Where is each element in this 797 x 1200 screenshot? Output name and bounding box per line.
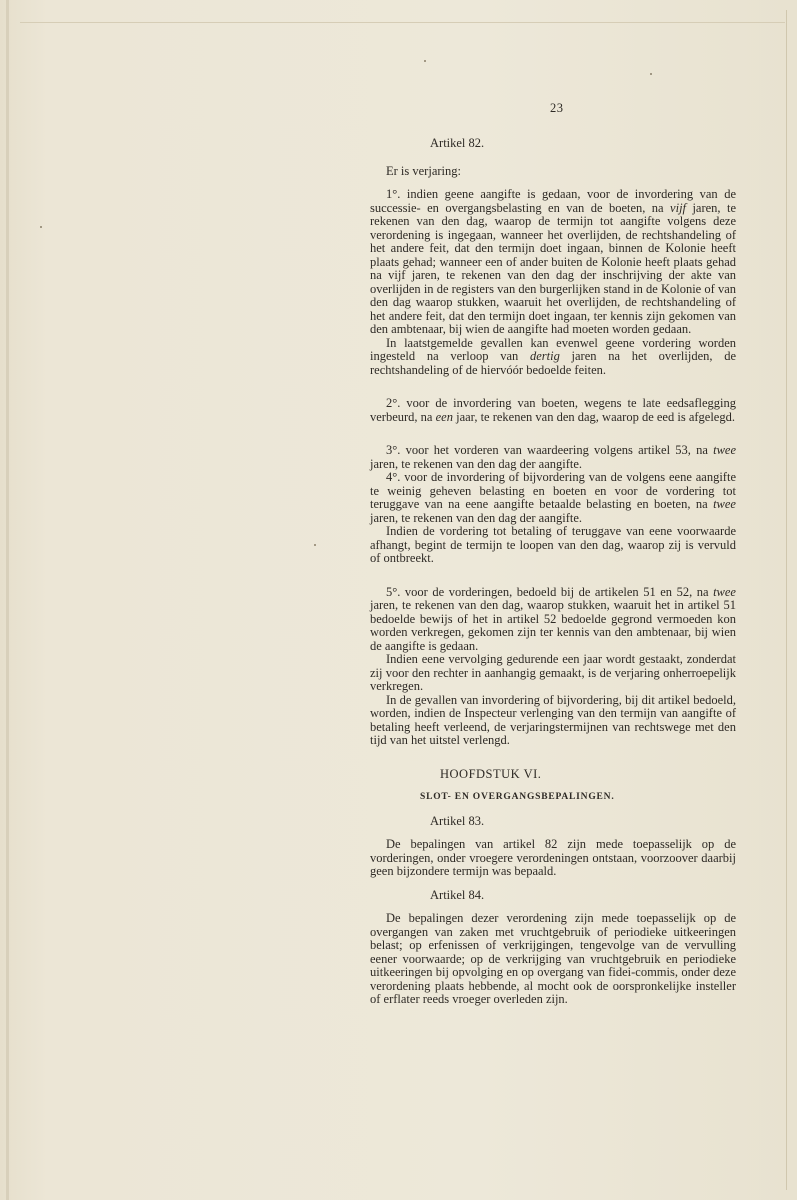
article-84-heading: Artikel 84. — [430, 887, 485, 902]
page-border-top — [20, 22, 785, 23]
article-83-heading: Artikel 83. — [430, 813, 485, 828]
article-82-intro: Er is verjaring: — [386, 163, 461, 178]
ink-speck — [650, 73, 652, 75]
chapter-heading: HOOFDSTUK VI. — [440, 766, 542, 781]
article-83-text: De bepalingen van artikel 82 zijn mede toepasselijk op de vorderingen, onder vroegere verordeningen ontstaan, voorzoover daarbij geen bijzondere termijn was bepaald. — [370, 837, 736, 878]
page-spine-edge — [6, 0, 9, 1200]
article-82-clause-5: 5°. voor de vorderingen, bedoeld bij de artikelen 51 en 52, na twee jaren, te rekenen van den dag, waarop stukken, waaruit het in artikel 51 bedoelde bewijs of het in artikel 52 bedoelde gegrond vermoeden kon worden verkregen, gekomen zijn ter kennis van den ambtenaar, bij wien de aangifte is gedaan. — [370, 584, 736, 653]
article-82-clause-1-note: In laatstgemelde gevallen kan evenwel geene vordering worden ingesteld na verloop van dertig jaren na het overlijden, de rechtshandeling of de hiervóór bedoelde feiten. — [370, 335, 736, 377]
ink-speck — [424, 60, 426, 62]
chapter-subtitle: SLOT- EN OVERGANGSBEPALINGEN. — [420, 792, 615, 802]
article-82-clause-2: 2°. voor de invordering van boeten, wegens te late eedsaflegging verbeurd, na een jaar, te rekenen van den dag, waarop de eed is afgelegd. — [370, 396, 736, 424]
ink-speck — [40, 226, 42, 228]
text-column — [370, 137, 736, 1007]
page-number: 23 — [550, 101, 564, 115]
ink-speck — [314, 544, 316, 546]
article-82-clause-5-note-2: In de gevallen van invordering of bijvordering, bij dit artikel bedoeld, worden, indien de Inspecteur verlenging van den termijn van aangifte of betaling heeft verleend, de verjaringstermijnen van rechtswege met den tijd van het uitstel verlengd. — [370, 692, 736, 747]
article-82-clause-4: 4°. voor de invordering of bijvordering van de volgens eene aangifte te weinig geheven belasting en boeten en voor de vordering tot teruggave van na eene aangifte betaalde belasting en boeten, na twee jaren, te rekenen van den dag der aangifte. — [370, 470, 736, 525]
article-82-clause-3: 3°. voor het vorderen van waardeering volgens artikel 53, na twee jaren, te rekenen van den dag der aangifte. — [370, 443, 737, 471]
article-82-clause-5-note-1: Indien eene vervolging gedurende een jaar wordt gestaakt, zonderdat zij voor den rechter in aanhangig gemaakt, is de verjaring onherroepelijk verkregen. — [370, 652, 736, 693]
article-82-clause-4-note: Indien de vordering tot betaling of teruggave van eene voorwaarde afhangt, begint de termijn te loopen van den dag, waarop zij is vervuld of ontbreekt. — [370, 524, 736, 565]
article-82-clause-1: 1°. indien geene aangifte is gedaan, voor de invordering van de successie- en overgangsbelasting en van de boeten, na vijf jaren, te rekenen van den dag, waarop de termijn tot aangifte volgens deze verordening is ingegaan, wanneer het overlijden, de rechtshandeling of het andere feit, dat den termijn doet ingaan, binnen de Kolonie heeft plaats gehad; wanneer een of ander buiten de Kolonie heeft plaats gehad na vijf jaren, te rekenen van den dag der inschrijving der akte van overlijden in de registers van den burgerlijken stand in de Kolonie of van den dag waarop stukken, waaruit het overlijden, de rechtshandeling of het andere feit, dat den termijn doet ingaan, ter kennis zijn gekomen van den ambtenaar, bij wien de aangifte had moeten worden gedaan. — [370, 187, 737, 336]
article-84-text: De bepalingen dezer verordening zijn mede toepasselijk op de overgangen van zaken met vruchtgebruik of periodieke uitkeeringen belast; op erfenissen of verkrijgingen, tengevolge van de vervulling eener voorwaarde; op de verkrijging van vruchtgebruik en periodieke uitkeeringen bij opvolging en op overgang van fidei-commis, onder deze verordening plaats hebbende, al mocht ook de oorspronkelijke insteller of erflater reeds vroeger overleden zijn. — [370, 911, 736, 1006]
page-border-right — [786, 10, 787, 1190]
article-82-heading: Artikel 82. — [430, 136, 485, 150]
